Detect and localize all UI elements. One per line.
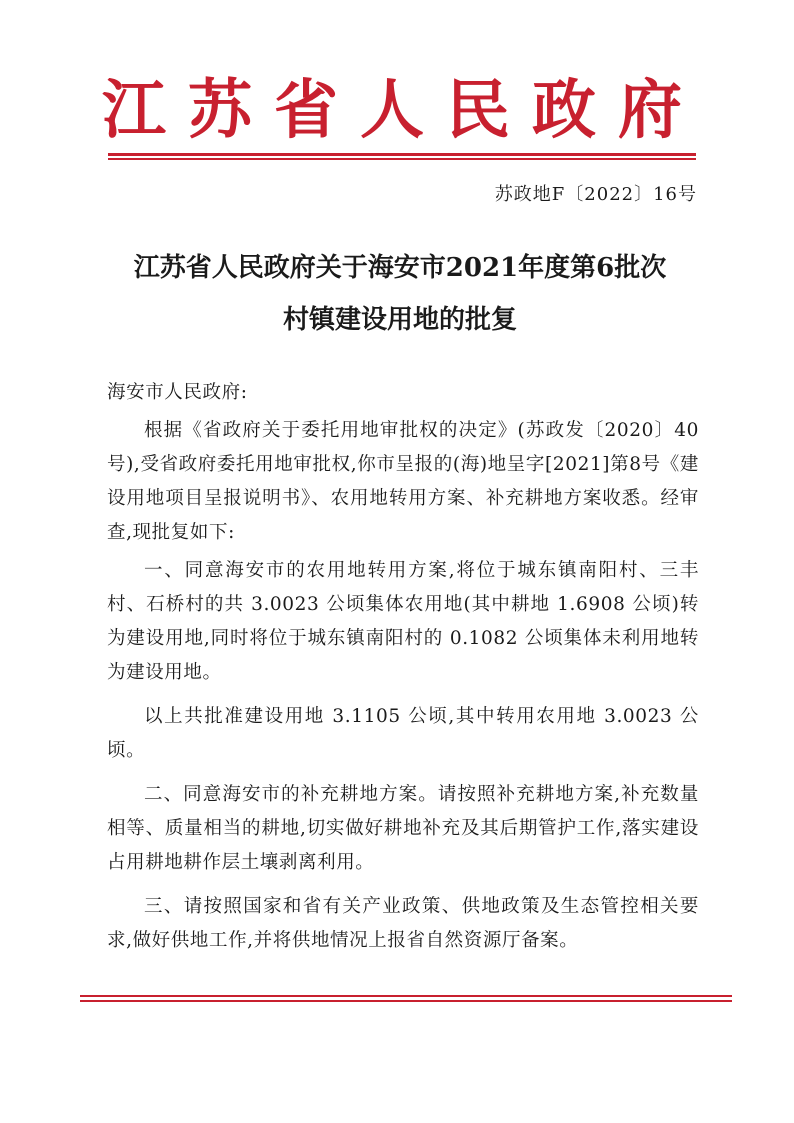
title-line-2: 村镇建设用地的批复 — [282, 305, 517, 335]
header-red-line-thin — [108, 158, 696, 160]
body-paragraph-total: 以上共批准建设用地 3.1105 公顷,其中转用农用地 3.0023 公顷。 — [107, 706, 699, 761]
document-number: 苏政地F〔2022〕16号 — [494, 184, 697, 205]
document-title — [80, 242, 720, 346]
addressee: 海安市人民政府: — [107, 382, 248, 403]
body-paragraph-intro: 根据《省政府关于委托用地审批权的决定》(苏政发〔2020〕40号),受省政府委托用地审批权,你市呈报的(海)地呈字[2021]第8号《建设用地项目呈报说明书》、农用地转用方案、补充耕地方案收悉。经审查,现批复如下: — [107, 420, 699, 543]
header-red-line — [108, 153, 696, 156]
footer-red-line — [80, 995, 732, 997]
body-paragraph-item-3: 三、请按照国家和省有关产业政策、供地政策及生态管控相关要求,做好供地工作,并将供地情况上报省自然资源厅备案。 — [107, 896, 699, 951]
document-body — [107, 376, 699, 958]
body-paragraph-item-1: 一、同意海安市的农用地转用方案,将位于城东镇南阳村、三丰村、石桥村的共 3.0023 公顷集体农用地(其中耕地 1.6908 公顷)转为建设用地,同时将位于城东镇南阳村的 0.1082 公顷集体未利用地转为建设用地。 — [107, 560, 699, 683]
issuer-masthead: 江苏省人民政府 — [102, 74, 704, 148]
footer-red-line-thin — [80, 1000, 732, 1002]
body-paragraph-item-2: 二、同意海安市的补充耕地方案。请按照补充耕地方案,补充数量相等、质量相当的耕地,切实做好耕地补充及其后期管护工作,落实建设占用耕地耕作层土壤剥离利用。 — [107, 784, 699, 873]
title-line-1: 江苏省人民政府关于海安市2021年度第6批次 — [133, 253, 667, 283]
